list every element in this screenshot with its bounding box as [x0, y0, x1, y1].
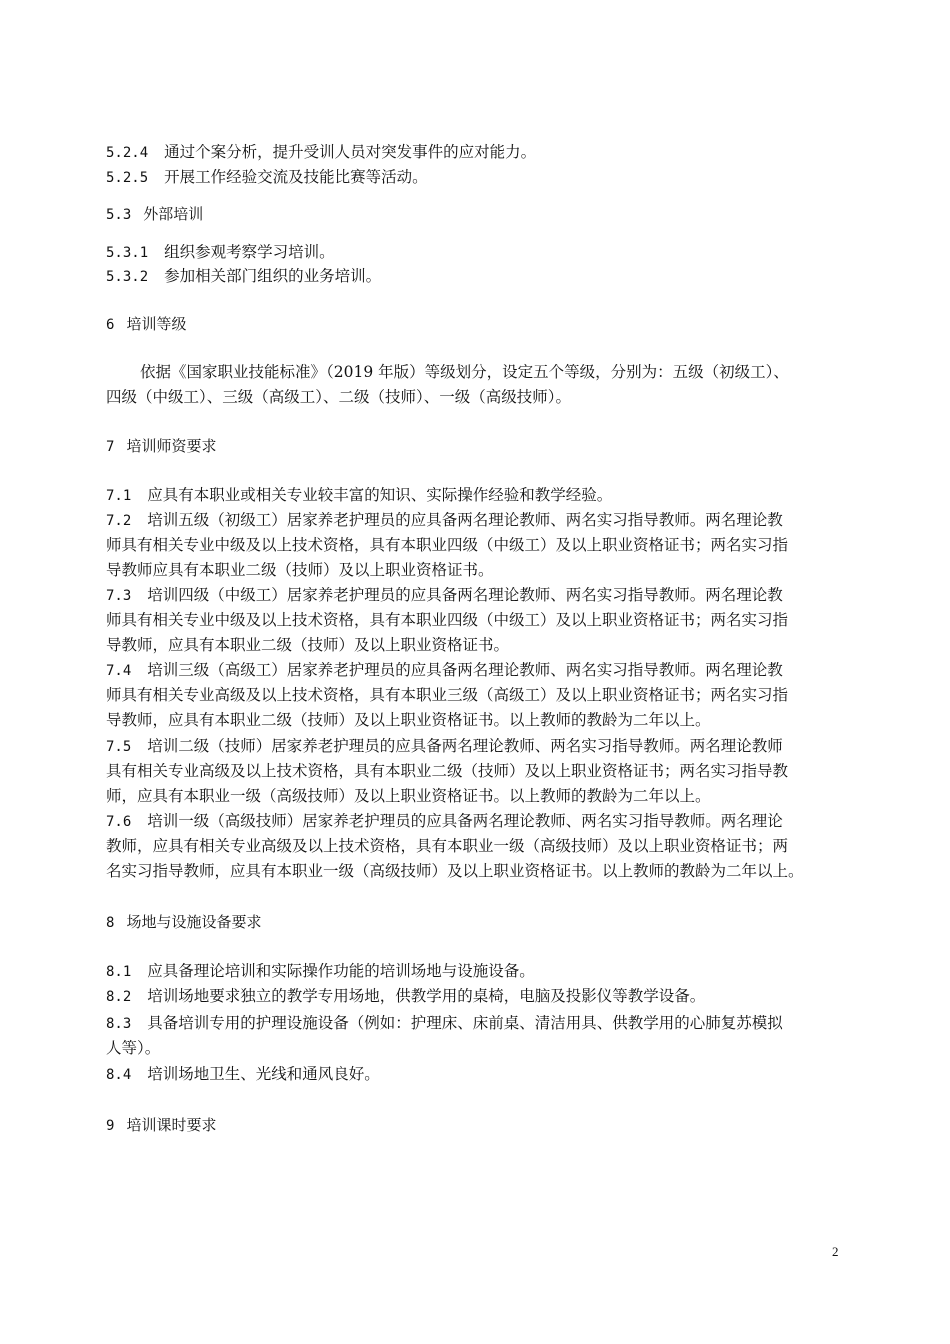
- clause-text: 开展工作经验交流及技能比赛等活动。: [164, 168, 428, 186]
- paragraph-line: [106, 633, 858, 658]
- clause-5-2-4: [106, 140, 858, 166]
- section-number: 5.3: [106, 207, 132, 223]
- paragraph-line: [106, 708, 858, 733]
- clause-text: 培训四级（中级工）居家养老护理员的应具备两名理论教师、两名实习指导教师。两名理论教: [147, 586, 783, 604]
- section-heading-7: [106, 434, 858, 460]
- section-title: 外部培训: [143, 205, 204, 223]
- clause-text: 组织参观考察学习培训。: [164, 243, 335, 261]
- paragraph-text: 师具有相关专业中级及以上技术资格，具有本职业四级（中级工）及以上职业资格证书；两名实习指: [106, 611, 789, 629]
- paragraph-text: 师，应具有本职业一级（高级技师）及以上职业资格证书。以上教师的教龄为二年以上。: [106, 787, 711, 805]
- paragraph-text: 导教师，应具有本职业二级（技师）及以上职业资格证书。: [106, 636, 510, 654]
- clause-text: 培训场地卫生、光线和通风良好。: [147, 1065, 380, 1083]
- clause-number: 8.1: [106, 964, 132, 980]
- paragraph-line: [106, 759, 858, 784]
- clause-text: 培训场地要求独立的教学专用场地，供教学用的桌椅，电脑及投影仪等教学设备。: [147, 987, 706, 1005]
- paragraph-text: 导教师应具有本职业二级（技师）及以上职业资格证书。: [106, 561, 494, 579]
- clause-7-6: [106, 809, 858, 835]
- paragraph-line: [106, 558, 858, 583]
- clause-7-4: [106, 658, 858, 684]
- paragraph-line: [106, 533, 858, 558]
- paragraph-line: [106, 608, 858, 633]
- paragraph-text: 具有相关专业高级及以上技术资格，具有本职业二级（技师）及以上职业资格证书；两名实习指导教: [106, 762, 789, 780]
- clause-8-3: [106, 1011, 858, 1037]
- clause-text: 培训二级（技师）居家养老护理员的应具备两名理论教师、两名实习指导教师。两名理论教师: [147, 737, 783, 755]
- paragraph-text: 师具有相关专业中级及以上技术资格，具有本职业四级（中级工）及以上职业资格证书；两名实习指: [106, 536, 789, 554]
- clause-number: 7.4: [106, 663, 132, 679]
- clause-7-1: [106, 483, 858, 509]
- clause-text: 通过个案分析，提升受训人员对突发事件的应对能力。: [164, 143, 537, 161]
- paragraph-text: 四级（中级工）、三级（高级工）、二级（技师）、一级（高级技师）。: [106, 388, 572, 406]
- paragraph-text: 导教师，应具有本职业二级（技师）及以上职业资格证书。以上教师的教龄为二年以上。: [106, 711, 711, 729]
- clause-8-1: [106, 959, 858, 985]
- clause-text: 培训五级（初级工）居家养老护理员的应具备两名理论教师、两名实习指导教师。两名理论教: [147, 511, 783, 529]
- clause-number: 5.3.2: [106, 269, 149, 285]
- clause-number: 8.3: [106, 1016, 132, 1032]
- section-title: 培训等级: [126, 315, 187, 333]
- section-title: 场地与设施设备要求: [126, 913, 262, 931]
- section-number: 9: [106, 1118, 115, 1134]
- section-number: 8: [106, 915, 115, 931]
- clause-text: 具备培训专用的护理设施设备（例如：护理床、床前桌、清洁用具、供教学用的心肺复苏模拟: [147, 1014, 783, 1032]
- clause-8-2: [106, 984, 858, 1010]
- clause-text: 培训三级（高级工）居家养老护理员的应具备两名理论教师、两名实习指导教师。两名理论教: [147, 661, 783, 679]
- clause-number: 7.5: [106, 739, 132, 755]
- page-number: 2: [832, 1244, 839, 1259]
- clause-7-2: [106, 508, 858, 534]
- paragraph-text: 教师，应具有相关专业高级及以上技术资格，具有本职业一级（高级技师）及以上职业资格证书；两: [106, 837, 789, 855]
- section-heading-9: [106, 1113, 858, 1139]
- paragraph-line: [140, 360, 892, 385]
- clause-number: 7.6: [106, 814, 132, 830]
- paragraph-line: [106, 683, 858, 708]
- section-heading-8: [106, 910, 858, 936]
- clause-5-3-2: [106, 264, 858, 290]
- paragraph-line: [106, 784, 858, 809]
- clause-5-2-5: [106, 165, 858, 191]
- paragraph-text: 名实习指导教师，应具有本职业一级（高级技师）及以上职业资格证书。以上教师的教龄为二年以上。: [106, 862, 804, 880]
- clause-number: 5.3.1: [106, 245, 149, 261]
- paragraph-line: [106, 859, 858, 884]
- clause-number: 7.2: [106, 513, 132, 529]
- paragraph-line: [106, 834, 858, 859]
- section-number: 6: [106, 317, 115, 333]
- clause-number: 5.2.5: [106, 170, 149, 186]
- section-heading-6: [106, 312, 858, 338]
- paragraph-text: 人等）。: [106, 1039, 161, 1057]
- clause-8-4: [106, 1062, 858, 1088]
- paragraph-text: 师具有相关专业高级及以上技术资格，具有本职业三级（高级工）及以上职业资格证书；两名实习指: [106, 686, 789, 704]
- clause-number: 8.2: [106, 989, 132, 1005]
- clause-number: 7.3: [106, 588, 132, 604]
- clause-text: 培训一级（高级技师）居家养老护理员的应具备两名理论教师、两名实习指导教师。两名理论: [147, 812, 783, 830]
- paragraph-line: [106, 1036, 858, 1061]
- paragraph-line: [106, 385, 858, 410]
- section-title: 培训师资要求: [126, 437, 217, 455]
- section-heading-5-3: [106, 202, 858, 228]
- clause-number: 5.2.4: [106, 145, 149, 161]
- section-number: 7: [106, 439, 115, 455]
- clause-text: 应具备理论培训和实际操作功能的培训场地与设施设备。: [147, 962, 535, 980]
- clause-5-3-1: [106, 240, 858, 266]
- paragraph-text: 依据《国家职业技能标准》（2019 年版）等级划分，设定五个等级，分别为：五级（初级工）、: [140, 363, 789, 381]
- clause-7-3: [106, 583, 858, 609]
- clause-number: 8.4: [106, 1067, 132, 1083]
- clause-number: 7.1: [106, 488, 132, 504]
- clause-7-5: [106, 734, 858, 760]
- section-title: 培训课时要求: [126, 1116, 217, 1134]
- clause-text: 应具有本职业或相关专业较丰富的知识、实际操作经验和教学经验。: [147, 486, 613, 504]
- clause-text: 参加相关部门组织的业务培训。: [164, 267, 382, 285]
